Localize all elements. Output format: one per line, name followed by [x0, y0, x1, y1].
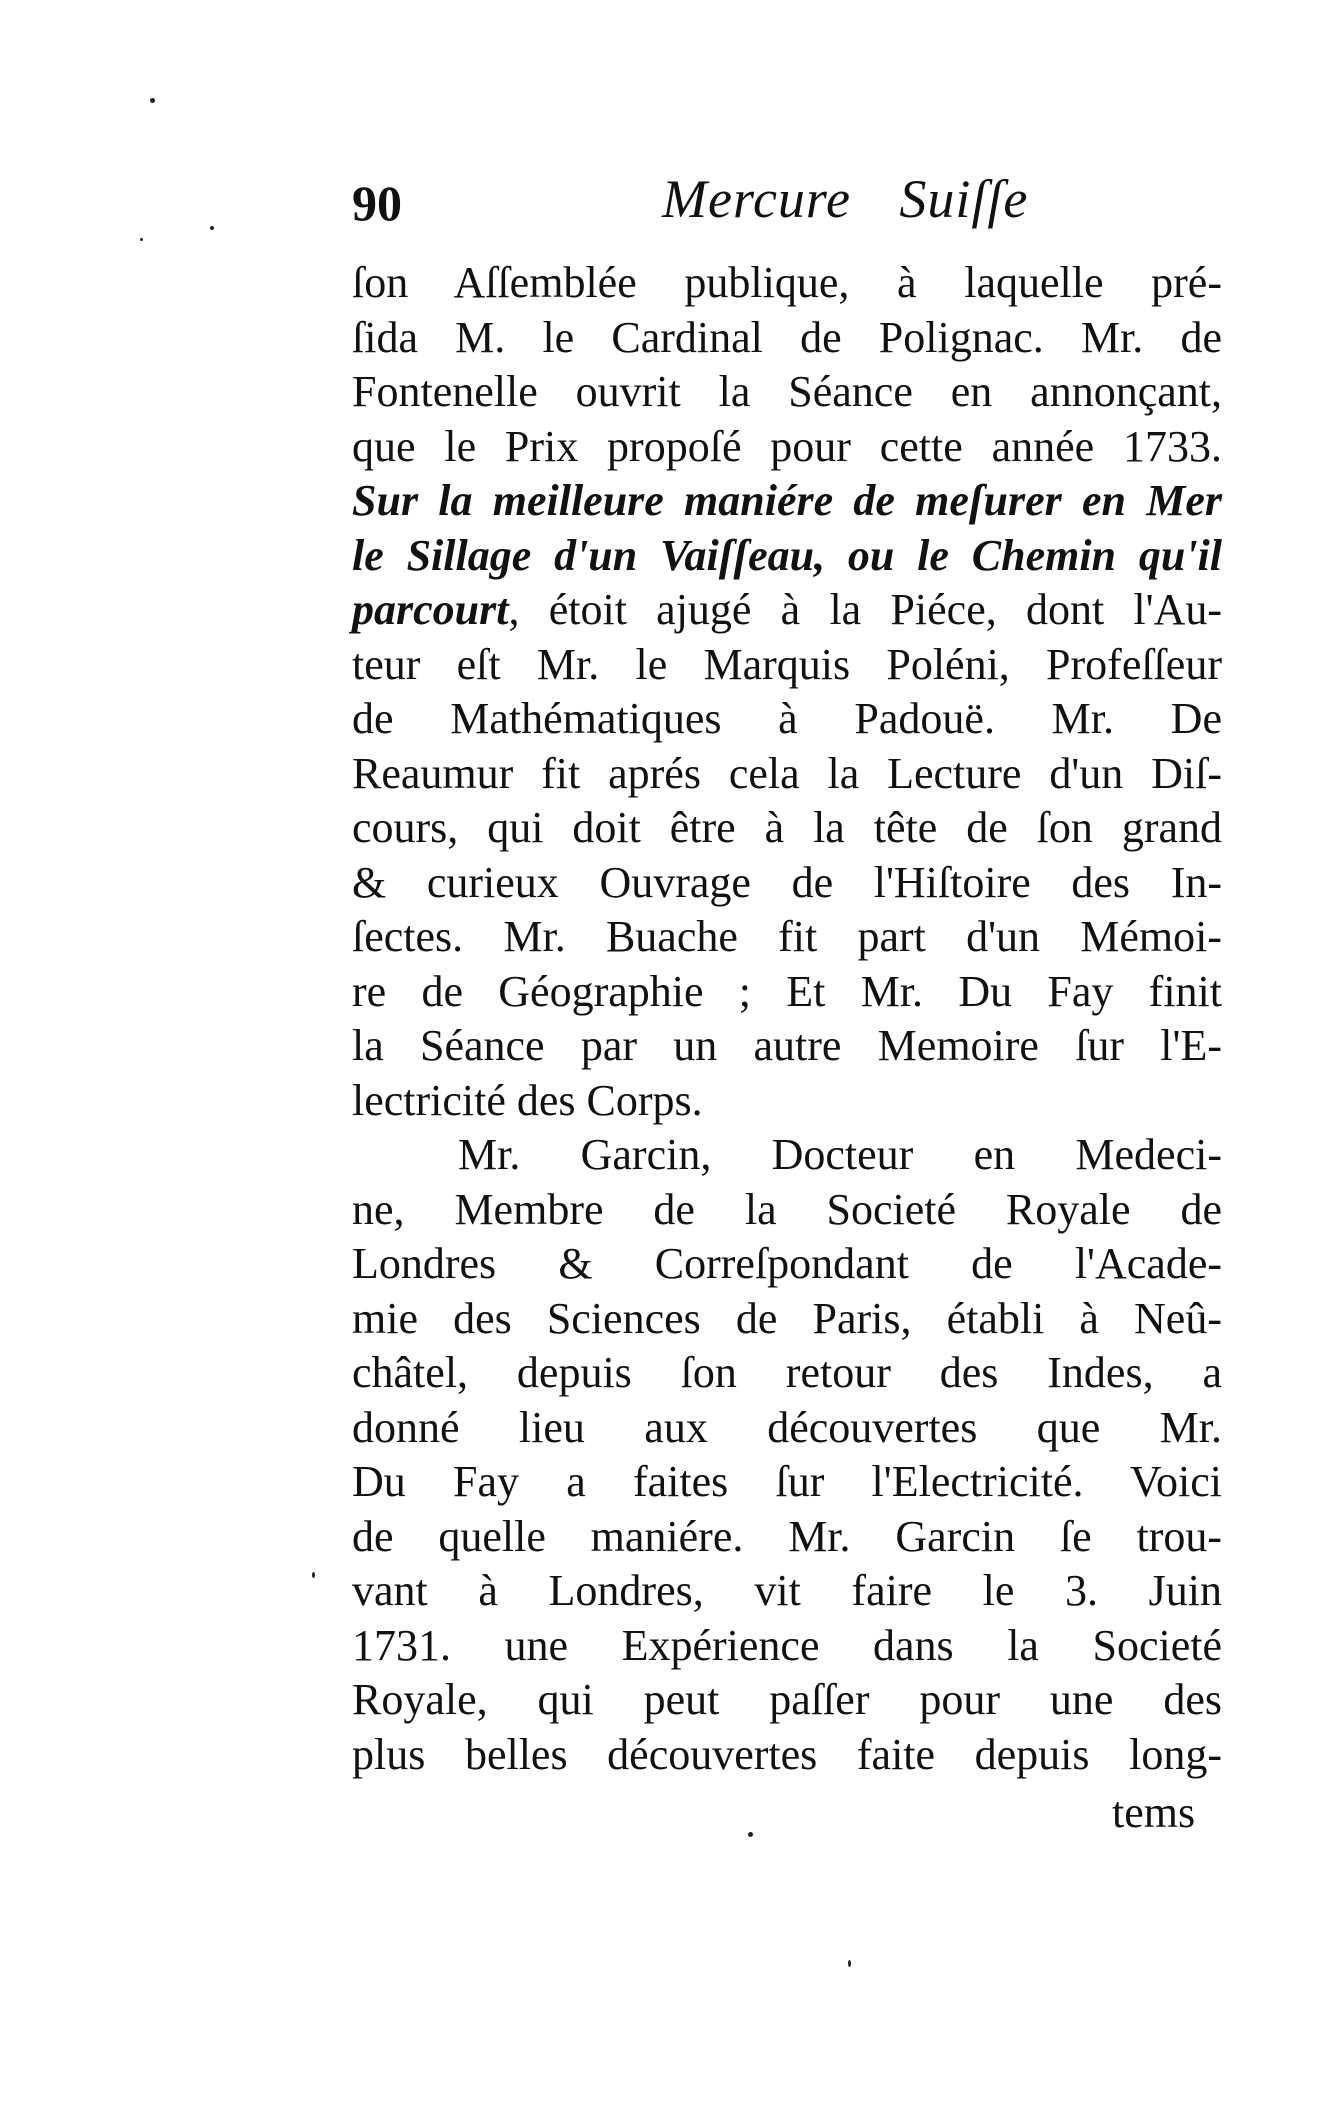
text-line: Royale, qui peut paſſer pour une des — [352, 1675, 1222, 1724]
print-speck — [312, 1572, 315, 1578]
print-speck — [150, 98, 155, 103]
text-line: de Mathématiques à Padouë. Mr. De — [352, 694, 1222, 743]
text-line: ſon Aſſemblée publique, à laquelle pré- — [352, 258, 1222, 307]
text-line: Sur la meilleure maniére de meſurer en Mer — [352, 476, 1222, 525]
text-line: Du Fay a faites ſur l'Electricité. Voici — [352, 1457, 1222, 1506]
text-line: 1731. une Expérience dans la Societé — [352, 1620, 1222, 1670]
page-header — [352, 168, 1232, 248]
text-line: le Sillage d'un Vaiſſeau, ou le Chemin qu'il — [352, 530, 1222, 580]
text-line: Mr. Garcin, Docteur en Medeci- — [458, 1130, 1222, 1179]
body-text — [352, 256, 1222, 1782]
catchword: tems — [1112, 1788, 1196, 1837]
text-line: châtel, depuis ſon retour des Indes, a — [352, 1348, 1222, 1397]
text-line: Fontenelle ouvrit la Séance en annonçant, — [352, 367, 1222, 416]
text-line: re de Géographie ; Et Mr. Du Fay finit — [352, 966, 1222, 1016]
page-number: 90 — [352, 175, 402, 231]
text-line: teur eſt Mr. le Marquis Poléni, Profeſſeur — [352, 639, 1222, 689]
text-line: cours, qui doit être à la tête de ſon grand — [352, 803, 1222, 852]
text-line: que le Prix propoſé pour cette année 1733. — [352, 421, 1222, 471]
print-speck — [848, 1960, 851, 1967]
text-line: vant à Londres, vit faire le 3. Juin — [352, 1566, 1222, 1615]
print-speck — [140, 238, 143, 241]
text-line: mie des Sciences de Paris, établi à Neû- — [352, 1293, 1222, 1343]
text-line: plus belles découvertes faite depuis long- — [352, 1729, 1222, 1779]
text-line: ne, Membre de la Societé Royale de — [352, 1184, 1222, 1234]
text-line: Reaumur fit aprés cela la Lecture d'un Diſ- — [352, 748, 1222, 798]
print-speck — [748, 1832, 753, 1837]
text-line: & curieux Ouvrage de l'Hiſtoire des In- — [352, 857, 1222, 907]
text-line: ſida M. le Cardinal de Polignac. Mr. de — [352, 312, 1222, 362]
text-line: Londres & Correſpondant de l'Acade- — [352, 1239, 1222, 1288]
text-line: la Séance par un autre Memoire ſur l'E- — [352, 1021, 1222, 1070]
text-line: ſectes. Mr. Buache fit part d'un Mémoi- — [352, 912, 1222, 961]
text-line: donné lieu aux découvertes que Mr. — [352, 1402, 1222, 1452]
text-line: lectricité des Corps. — [352, 1075, 703, 1125]
text-line: de quelle maniére. Mr. Garcin ſe trou- — [352, 1511, 1222, 1561]
running-title: Mercure Suiſſe — [662, 169, 1029, 229]
print-speck — [210, 226, 214, 230]
text-line: parcourt, étoit ajugé à la Piéce, dont l'Au- — [352, 585, 1222, 634]
